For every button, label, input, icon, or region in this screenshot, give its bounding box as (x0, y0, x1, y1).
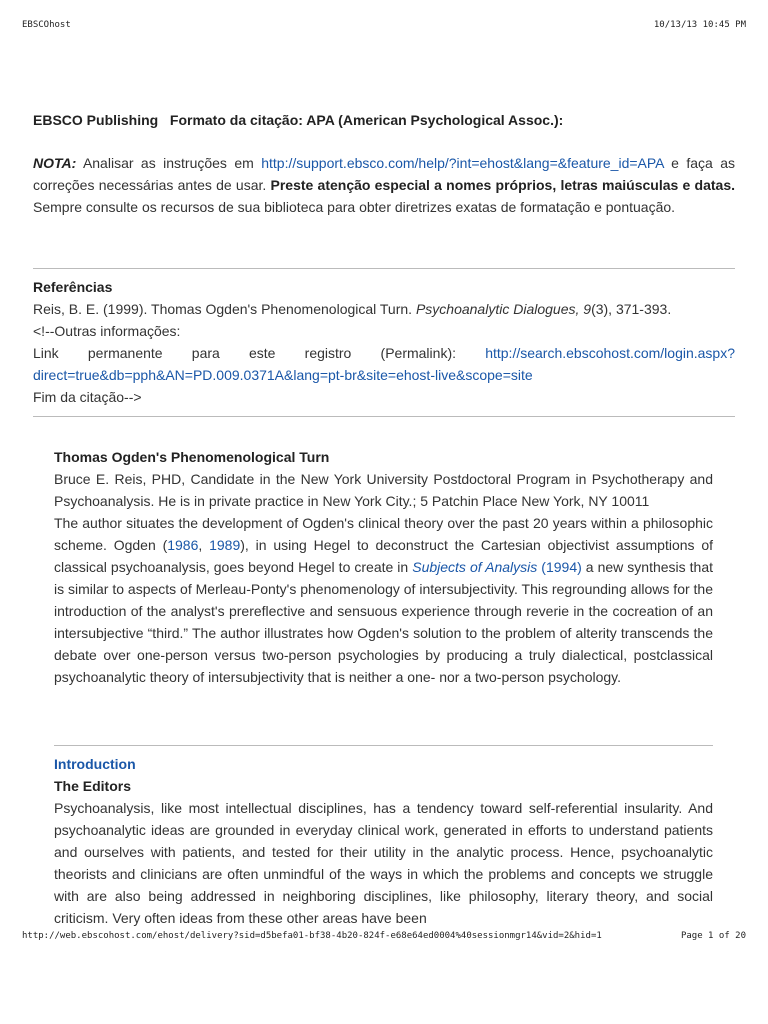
abstract-text: ), in using Hegel to deconstruct the Cartesian objectivist assumptions of classical psychoanalysis, goes beyond Hegel to create in (54, 537, 714, 575)
cite-link-1989[interactable]: 1989 (209, 537, 241, 553)
permalink-label: Link permanente para este registro (Permalink): (33, 345, 456, 361)
divider (54, 745, 713, 746)
divider (33, 268, 735, 269)
abstract-text: a new synthesis that is similar to aspects of Merleau-Ponty's phenomenology of intersubjectivity. This regrounding allows for the introduction of the analyst's prereflective and sensuous experience through reverie in the cocreation of an intersubjective “third.” The author illustrates how Ogden's solution to the problem of alterity transcends the debate over one-person versus two-person psychologies by producing a truly dialectical, postclassical psychoanalytic theory of intersubjectivity that is neither a one- nor a two-person psychology. (54, 559, 714, 685)
citation-end: Fim da citação--> (33, 389, 142, 405)
cite-link-1994[interactable]: (1994) (541, 559, 582, 575)
article-author: Bruce E. Reis, PHD, Candidate in the New York University Postdoctoral Program in Psychotherapy and Psychoanalysis. He is in private practice in New York City.; 5 Patchin Place New York, NY 10011 (54, 471, 713, 509)
citation-note (33, 152, 735, 218)
references-section (33, 276, 735, 408)
reference-pages: (3), 371-393. (591, 301, 672, 317)
introduction-section (54, 753, 713, 929)
reference-entry (33, 298, 735, 320)
abstract-text: , (198, 537, 210, 553)
permalink-link[interactable]: http://search.ebscohost.com/login.aspx? (485, 345, 736, 361)
apa-help-link[interactable]: http://support.ebsco.com/help/?int=ehost&lang=&feature_id=APA (261, 155, 664, 171)
reference-authors-title: Reis, B. E. (1999). Thomas Ogden's Phenomenological Turn. (33, 301, 416, 317)
nota-bold-warning: Preste atenção especial a nomes próprios, letras maiúsculas e datas. (270, 177, 735, 193)
citation-title: EBSCO Publishing Formato da citação: APA (American Psychological Assoc.): (33, 112, 564, 128)
abstract-text: The author situates the development of Ogden's clinical theory over the past 20 years within a philosophic scheme. Ogden ( (54, 515, 713, 553)
footer-url: http://web.ebscohost.com/ehost/delivery?sid=d5befa01-bf38-4b20-824f-e68e64ed0004%40sessionmgr14&vid=2&hid=1 (22, 931, 602, 941)
article-abstract (54, 512, 713, 688)
permalink-link-continued[interactable]: direct=true&db=pph&AN=PD.009.0371A&lang=pt-br&site=ehost-live&scope=site (33, 367, 533, 383)
nota-label: NOTA: (33, 155, 77, 171)
cite-link-1986[interactable]: 1986 (167, 537, 199, 553)
browser-page-title: EBSCOhost (22, 20, 71, 30)
reference-journal: Psychoanalytic Dialogues, 9 (415, 301, 592, 317)
nota-text-2: e faça as correções necessárias antes de usar. (33, 155, 736, 193)
nota-text-3: Sempre consulte os recursos de sua biblioteca para obter diretrizes exatas de formatação e pontuação. (33, 199, 676, 215)
article-title: Thomas Ogden's Phenomenological Turn (54, 449, 330, 465)
cite-link-subjects-of-analysis[interactable]: Subjects of Analysis (412, 559, 538, 575)
references-heading: Referências (33, 279, 113, 295)
introduction-subheading: The Editors (54, 778, 132, 794)
print-timestamp: 10/13/13 10:45 PM (653, 20, 746, 30)
divider (33, 416, 735, 417)
introduction-heading[interactable]: Introduction (54, 756, 136, 772)
other-info-label: <!--Outras informações: (33, 323, 181, 339)
page-number: Page 1 of 20 (680, 931, 746, 941)
nota-text-1: Analisar as instruções em (76, 155, 262, 171)
permalink-line (33, 342, 735, 364)
introduction-text: Psychoanalysis, like most intellectual disciplines, has a tendency toward self-referential insularity. And psychoanalytic ideas are grounded in everyday clinical work, generated in efforts to understand patients and ourselves with patients, and tested for their utility in the analytic process. Hence, psychoanalytic theorists and clinicians are often unmindful of the ways in which the problems and concepts we struggle with are also being addressed in neighboring disciplines, like philosophy, literary theory, and social criticism. Very often ideas from these other areas have been (54, 800, 713, 926)
article-header (54, 446, 713, 688)
